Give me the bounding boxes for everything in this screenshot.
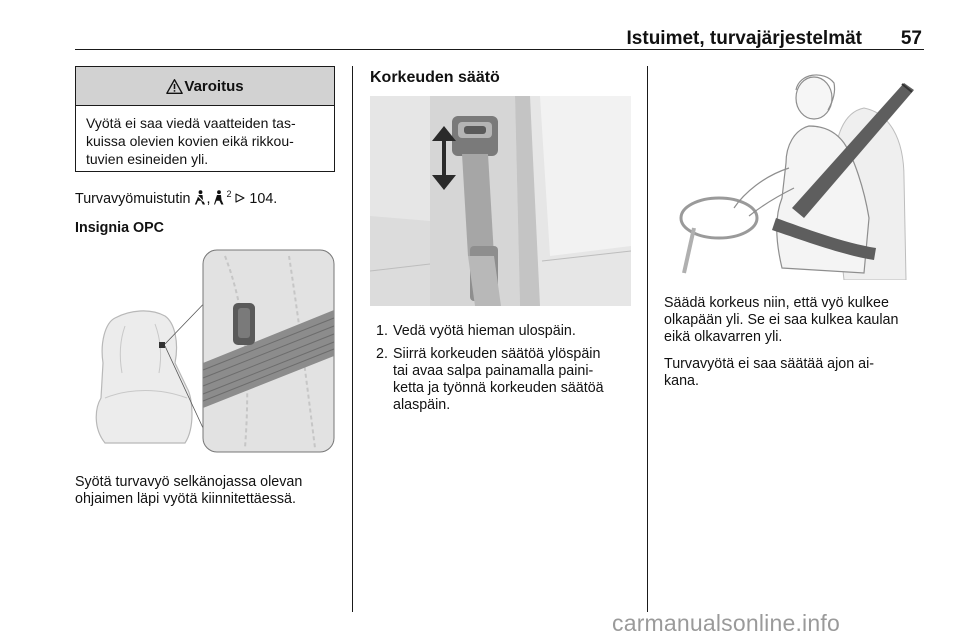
step-number: 2.	[376, 346, 388, 362]
reminder-text: Turvavyömuistutin	[75, 190, 191, 207]
opc-caption-line: ohjaimen läpi vyötä kiinnitettäessä.	[75, 491, 296, 507]
step-line: ketta ja työnnä korkeuden säätöä	[393, 380, 604, 396]
opc-heading: Insignia OPC	[75, 220, 164, 236]
warning-line: tuvien esineiden yli.	[86, 151, 209, 167]
warning-triangle-icon	[166, 78, 183, 95]
right-para-2	[664, 356, 939, 390]
warning-title: Varoitus	[184, 77, 244, 95]
driver-seatbelt-illustration	[664, 68, 926, 280]
step-line: tai avaa salpa painamalla paini-	[393, 363, 594, 379]
belt-height-adjuster-illustration	[370, 96, 631, 306]
seatbelt-reminder-icon	[194, 190, 206, 205]
watermark: carmanualsonline.info	[612, 610, 840, 636]
warning-header	[76, 67, 334, 106]
warning-line: kuissa olevien kovien eikä rikkou-	[86, 133, 294, 149]
right-para-line: Säädä korkeus niin, että vyö kulkee	[664, 295, 889, 311]
column-divider-left	[352, 66, 353, 612]
step-item	[370, 346, 640, 414]
warning-line: Vyötä ei saa viedä vaatteiden tas-	[86, 115, 296, 131]
reminder-superscript: 2	[226, 189, 232, 199]
reminder-line	[75, 186, 345, 208]
header-rule	[75, 49, 924, 50]
seatbelt-reminder-rear-icon	[214, 190, 226, 205]
opc-caption	[75, 474, 350, 508]
right-para-line: kana.	[664, 373, 699, 389]
right-para-line: Turvavyötä ei saa säätää ajon ai-	[664, 356, 875, 372]
step-line: alaspäin.	[393, 397, 451, 413]
running-header-title: Istuimet, turvajärjestelmät	[626, 28, 862, 49]
reminder-page-ref: 104.	[249, 190, 278, 207]
step-line: Siirrä korkeuden säätöä ylöspäin	[393, 346, 601, 362]
opc-caption-line: Syötä turvavyö selkänojassa olevan	[75, 474, 303, 490]
height-adjust-heading: Korkeuden säätö	[370, 69, 500, 86]
page-number: 57	[900, 28, 922, 49]
height-adjust-steps	[370, 323, 640, 420]
right-para-line: eikä olkavarren yli.	[664, 329, 783, 345]
step-line: Vedä vyötä hieman ulospäin.	[393, 323, 576, 339]
opc-seat-illustration	[75, 248, 335, 453]
step-number: 1.	[376, 323, 388, 339]
right-para-line: olkapään yli. Se ei saa kulkea kaulan	[664, 312, 899, 328]
right-para-1	[664, 295, 939, 346]
reminder-separator: ,	[206, 190, 211, 207]
column-divider-right	[647, 66, 648, 612]
warning-body	[76, 106, 334, 168]
step-item	[370, 323, 640, 340]
page-reference-arrow-icon	[235, 193, 245, 203]
warning-box	[75, 66, 335, 172]
